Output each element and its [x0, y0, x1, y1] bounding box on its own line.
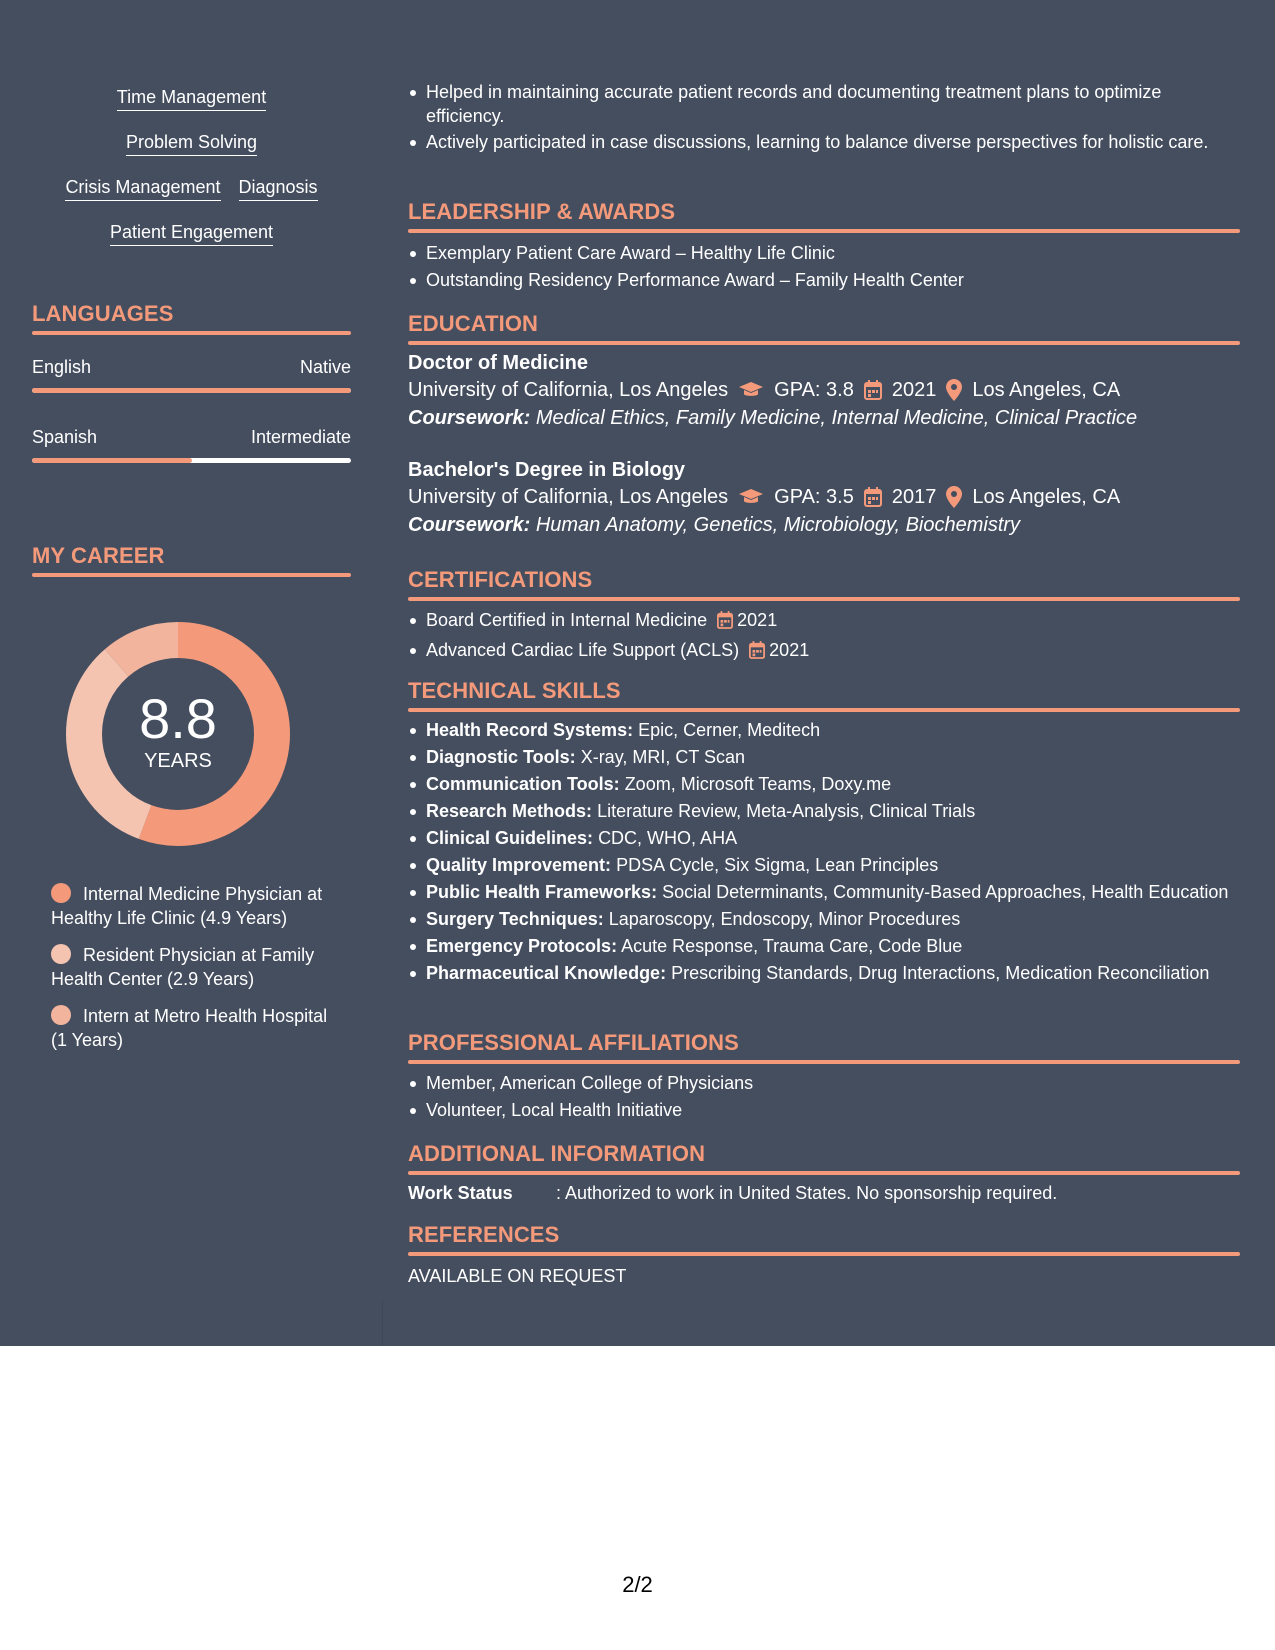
skill-row — [32, 131, 351, 156]
certifications-title: CERTIFICATIONS — [408, 567, 593, 592]
languages-section-header — [32, 301, 351, 335]
education-section-header — [408, 311, 1240, 345]
references-title: REFERENCES — [408, 1222, 560, 1247]
legend-dot — [51, 944, 71, 964]
soft-skills — [32, 86, 351, 266]
education-meta — [408, 483, 1240, 511]
skill-category: Public Health Frameworks: — [426, 882, 658, 902]
affiliations-title: PROFESSIONAL AFFILIATIONS — [408, 1030, 739, 1055]
work-status-row — [408, 1181, 1240, 1205]
skill-values: Zoom, Microsoft Teams, Doxy.me — [624, 774, 892, 794]
calendar-icon — [749, 641, 765, 665]
career-legend-item — [51, 1004, 341, 1052]
skill-values: Acute Response, Trauma Care, Code Blue — [621, 936, 963, 956]
career-total-unit: YEARS — [144, 750, 212, 772]
coursework — [408, 511, 1240, 539]
skill-category: Pharmaceutical Knowledge: — [426, 963, 667, 983]
education-entry — [408, 350, 1240, 432]
page-number: 2/2 — [622, 1572, 653, 1597]
affiliations-list — [408, 1071, 1240, 1122]
skill-tag: Crisis Management — [65, 176, 220, 201]
list-item — [408, 826, 1240, 850]
work-status-value: : Authorized to work in United States. No sponsorship required. — [556, 1183, 1058, 1203]
skill-values: Social Determinants, Community-Based Approaches, Health Education — [662, 882, 1229, 902]
skill-values: Epic, Cerner, Meditech — [638, 720, 821, 740]
skill-tag: Time Management — [117, 86, 266, 111]
work-status-label: Work Status — [408, 1183, 513, 1203]
coursework — [408, 404, 1240, 432]
references-section-header — [408, 1222, 1240, 1256]
certification-name: Board Certified in Internal Medicine — [426, 610, 708, 630]
section-rule — [408, 1252, 1240, 1256]
list-item: Helped in maintaining accurate patient records and documenting treatment plans to optimize efficiency. — [408, 80, 1240, 128]
career-total-years: 8.8 — [139, 687, 217, 750]
list-item — [408, 853, 1240, 877]
languages-title: LANGUAGES — [32, 301, 174, 326]
skill-row — [32, 221, 351, 246]
career-legend — [51, 882, 341, 1065]
list-item — [408, 880, 1240, 904]
career-item-text: Intern at Metro Health Hospital (1 Years) — [51, 1006, 328, 1050]
list-item — [408, 799, 1240, 823]
career-donut-chart — [66, 622, 290, 846]
education-meta — [408, 376, 1240, 404]
skill-category: Clinical Guidelines: — [426, 828, 594, 848]
skill-tag: Diagnosis — [239, 176, 318, 201]
career-section-header — [32, 543, 351, 577]
skill-category: Emergency Protocols: — [426, 936, 618, 956]
career-item-text: Resident Physician at Family Health Center (2.9 Years) — [51, 945, 315, 989]
list-item: Volunteer, Local Health Initiative — [408, 1098, 1240, 1122]
map-pin-icon — [946, 379, 962, 401]
skill-tag: Patient Engagement — [110, 221, 273, 246]
list-item — [408, 772, 1240, 796]
career-item-text: Internal Medicine Physician at Healthy Life Clinic (4.9 Years) — [51, 884, 323, 928]
legend-dot — [51, 1005, 71, 1025]
school-location: Los Angeles, CA — [972, 379, 1121, 401]
language-level: Intermediate — [250, 427, 351, 447]
degree-title: Doctor of Medicine — [408, 352, 589, 374]
list-item — [408, 745, 1240, 769]
map-pin-icon — [946, 486, 962, 508]
technical-skills-list — [408, 718, 1240, 985]
column-divider — [382, 1300, 383, 1346]
coursework-list: Human Anatomy, Genetics, Microbiology, Biochemistry — [535, 514, 1021, 536]
section-rule — [408, 597, 1240, 601]
school-location: Los Angeles, CA — [972, 486, 1121, 508]
language-bar — [32, 458, 351, 463]
donut-center — [66, 622, 290, 846]
skill-values: Prescribing Standards, Drug Interactions, Medication Reconciliation — [671, 963, 1210, 983]
list-item — [408, 961, 1240, 985]
graduation-year: 2021 — [891, 379, 937, 401]
list-item: Outstanding Residency Performance Award – Family Health Center — [408, 268, 1240, 292]
school-name: University of California, Los Angeles — [408, 486, 729, 508]
list-item: Actively participated in case discussions, learning to balance diverse perspectives for holistic care. — [408, 130, 1240, 154]
calendar-icon — [864, 380, 882, 400]
affiliations-section-header — [408, 1030, 1240, 1064]
gpa: GPA: 3.5 — [774, 486, 854, 508]
language-bar — [32, 388, 351, 393]
additional-info-title: ADDITIONAL INFORMATION — [408, 1141, 706, 1166]
language-name: English — [32, 357, 92, 377]
degree-title: Bachelor's Degree in Biology — [408, 459, 686, 481]
skill-values: PDSA Cycle, Six Sigma, Lean Principles — [616, 855, 939, 875]
section-rule — [32, 331, 351, 335]
section-rule — [408, 1060, 1240, 1064]
leadership-list — [408, 241, 1240, 292]
calendar-icon — [864, 487, 882, 507]
section-rule — [408, 1171, 1240, 1175]
skill-category: Quality Improvement: — [426, 855, 612, 875]
coursework-list: Medical Ethics, Family Medicine, Internal Medicine, Clinical Practice — [535, 407, 1138, 429]
certifications-section-header — [408, 567, 1240, 601]
experience-bullets — [408, 80, 1240, 154]
graduation-cap-icon — [738, 381, 764, 399]
section-rule — [32, 573, 351, 577]
skill-values: Literature Review, Meta-Analysis, Clinical Trials — [597, 801, 976, 821]
section-rule — [408, 229, 1240, 233]
skill-category: Surgery Techniques: — [426, 909, 604, 929]
skill-category: Research Methods: — [426, 801, 593, 821]
career-title: MY CAREER — [32, 543, 165, 568]
list-item — [408, 608, 1240, 635]
list-item — [408, 718, 1240, 742]
graduation-cap-icon — [738, 488, 764, 506]
education-entry — [408, 457, 1240, 539]
list-item: Member, American College of Physicians — [408, 1071, 1240, 1095]
gpa: GPA: 3.8 — [774, 379, 854, 401]
skill-category: Diagnostic Tools: — [426, 747, 576, 767]
career-legend-item — [51, 943, 341, 991]
technical-skills-section-header — [408, 678, 1240, 712]
language-item-spanish — [32, 426, 351, 463]
coursework-label: Coursework: — [408, 514, 531, 536]
references-text: AVAILABLE ON REQUEST — [408, 1266, 627, 1286]
list-item: Exemplary Patient Care Award – Healthy Life Clinic — [408, 241, 1240, 265]
skill-values: X-ray, MRI, CT Scan — [580, 747, 746, 767]
list-item — [408, 934, 1240, 958]
leadership-title: LEADERSHIP & AWARDS — [408, 199, 676, 224]
skill-category: Communication Tools: — [426, 774, 620, 794]
section-rule — [408, 708, 1240, 712]
certification-name: Advanced Cardiac Life Support (ACLS) — [426, 640, 740, 660]
section-rule — [408, 341, 1240, 345]
list-item — [408, 638, 1240, 665]
language-name: Spanish — [32, 427, 98, 447]
coursework-label: Coursework: — [408, 407, 531, 429]
skill-values: Laparoscopy, Endoscopy, Minor Procedures — [608, 909, 961, 929]
career-legend-item — [51, 882, 341, 930]
language-bar-fill — [32, 388, 351, 393]
legend-dot — [51, 883, 71, 903]
language-item-english — [32, 356, 351, 393]
certification-year: 2021 — [737, 610, 778, 630]
graduation-year: 2017 — [891, 486, 937, 508]
calendar-icon — [717, 611, 733, 635]
leadership-section-header — [408, 199, 1240, 233]
education-title: EDUCATION — [408, 311, 539, 336]
skill-row — [32, 176, 351, 201]
skill-category: Health Record Systems: — [426, 720, 634, 740]
additional-info-section-header — [408, 1141, 1240, 1175]
technical-skills-title: TECHNICAL SKILLS — [408, 678, 621, 703]
list-item — [408, 907, 1240, 931]
school-name: University of California, Los Angeles — [408, 379, 729, 401]
language-level: Native — [299, 357, 351, 377]
certification-year: 2021 — [769, 640, 810, 660]
language-bar-fill — [32, 458, 192, 463]
skill-values: CDC, WHO, AHA — [598, 828, 738, 848]
skill-row — [32, 86, 351, 111]
certifications-list — [408, 608, 1240, 665]
skill-tag: Problem Solving — [126, 131, 257, 156]
